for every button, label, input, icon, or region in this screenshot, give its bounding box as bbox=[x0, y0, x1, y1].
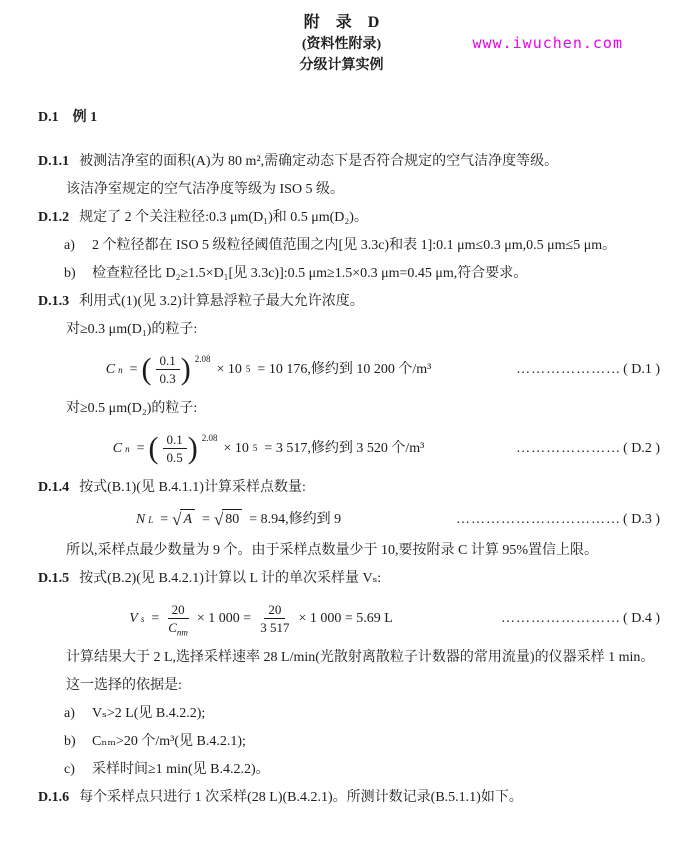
paragraph-particle-03: 对≥0.3 μm(D₁)的粒子: bbox=[66, 322, 198, 337]
fraction-numerator: 0.1 bbox=[163, 432, 187, 449]
list-text: 采样时间≥1 min(见 B.4.2.2)。 bbox=[92, 762, 270, 777]
fraction-denominator: 0.3 bbox=[159, 371, 176, 386]
fraction bbox=[156, 353, 180, 386]
left-paren: ( bbox=[141, 352, 152, 386]
formula-d1 bbox=[0, 353, 683, 386]
clause-text: 规定了 2 个关注粒径:0.3 μm(D₁)和 0.5 μm(D₂)。 bbox=[79, 210, 368, 225]
fraction bbox=[256, 602, 293, 635]
math-exponent: 2.08 bbox=[201, 432, 218, 443]
list-label: b) bbox=[64, 266, 76, 281]
clause-number: D.1.5 bbox=[38, 571, 70, 586]
appendix-subtitle: (资料性附录) bbox=[301, 37, 382, 52]
section-title: 例 1 bbox=[72, 110, 98, 125]
fraction-denominator: 3 517 bbox=[260, 620, 290, 635]
math-variable: N bbox=[135, 511, 146, 527]
math-variable: C bbox=[168, 620, 177, 635]
clause-number: D.1.6 bbox=[38, 790, 70, 805]
fraction-numerator: 20 bbox=[168, 602, 189, 619]
list-text: 检查粒径比 D₂≥1.5×D₁[见 3.3c)]:0.5 μm≥1.5×0.3 μm=0.45 μm,符合要求。 bbox=[92, 266, 528, 281]
paragraph-basis-intro: 这一选择的依据是: bbox=[66, 678, 182, 693]
left-paren: ( bbox=[148, 431, 159, 465]
radicand: A bbox=[180, 509, 195, 530]
paragraph-calc-result: 计算结果大于 2 L,选择采样速率 28 L/min(光散射离散粒子计数器的常用流量)的仪器采样 1 min。 bbox=[66, 650, 655, 665]
clause-text: 按式(B.2)(见 B.4.2.1)计算以 L 计的单次采样量 Vₛ: bbox=[79, 571, 382, 586]
paragraph-d111-continued: 该洁净室规定的空气洁净度等级为 ISO 5 级。 bbox=[66, 182, 345, 197]
clause-number: D.1.2 bbox=[38, 210, 70, 225]
math-operator: = bbox=[160, 511, 169, 527]
list-item-basis-a bbox=[0, 700, 683, 728]
paragraph-d111 bbox=[0, 148, 683, 176]
radicand: 80 bbox=[222, 509, 242, 530]
list-item-b bbox=[0, 260, 683, 288]
clause-text: 被测洁净室的面积(A)为 80 m²,需确定动态下是否符合规定的空气洁净度等级。 bbox=[79, 154, 559, 169]
clause-text: 利用式(1)(见 3.2)计算悬浮粒子最大允许浓度。 bbox=[79, 294, 364, 309]
math-operator: = bbox=[202, 511, 210, 527]
list-label: a) bbox=[64, 706, 75, 721]
clause-text: 每个采样点只进行 1 次采样(28 L)(B.4.2.1)。所测计数记录(B.5.1.1)如下。 bbox=[79, 790, 523, 805]
paragraph-d114 bbox=[0, 474, 683, 502]
math-variable: V bbox=[129, 610, 138, 626]
equation-body: N L = √ A = √ 80 = 8.94,修约到 9 bbox=[135, 509, 342, 529]
math-subscript: nm bbox=[176, 627, 188, 638]
math-operator: × 10 bbox=[223, 440, 249, 456]
equation-result: = 3 517,修约到 3 520 个/m³ bbox=[264, 440, 425, 456]
fraction-numerator: 0.1 bbox=[156, 353, 180, 370]
list-item-a bbox=[0, 232, 683, 260]
equation-number: ( D.4 ) bbox=[623, 610, 660, 626]
clause-number: D.1.1 bbox=[38, 154, 70, 169]
equation-body: C n = ( $\frac{0.1}{0.3}$ ) $^{2.08}$ × 10 $^5$ = 10 176,修约到 10 200 个/m³ bbox=[106, 353, 435, 386]
math-operator: × 1 000 = bbox=[196, 610, 252, 626]
formula-d3 bbox=[0, 509, 683, 530]
right-paren: ) bbox=[187, 431, 198, 465]
fraction-numerator: 20 bbox=[264, 602, 285, 619]
equation-body: V s = $\frac{20}{C_{nm}}$ × 1 000 = $\frac{20}{3 517}$ × 1 000 = 5.69 L bbox=[129, 602, 393, 638]
math-operator: × 10 bbox=[216, 361, 242, 377]
leader-dots: …………………………… bbox=[456, 511, 622, 527]
formula-d4 bbox=[0, 602, 683, 638]
formula-d2 bbox=[0, 432, 683, 465]
list-item-basis-b bbox=[0, 728, 683, 756]
clause-number: D.1.3 bbox=[38, 294, 70, 309]
fraction-denominator bbox=[164, 619, 192, 638]
paragraph-d113 bbox=[0, 288, 683, 316]
right-paren: ) bbox=[180, 352, 191, 386]
equation-result: = 10 176,修约到 10 200 个/m³ bbox=[257, 361, 432, 377]
math-exponent: 5 bbox=[252, 442, 258, 453]
fraction-denominator: 0.5 bbox=[166, 450, 183, 465]
appendix-title: 附 录 D bbox=[303, 14, 380, 31]
fraction bbox=[163, 432, 187, 465]
list-item-basis-c bbox=[0, 756, 683, 784]
radical-sign: √ bbox=[172, 509, 182, 529]
clause-text: 按式(B.1)(见 B.4.1.1)计算采样点数量: bbox=[79, 480, 306, 495]
list-text: Vₛ>2 L(见 B.4.2.2); bbox=[92, 706, 206, 721]
equation-body: C n = ( $\frac{0.1}{0.5}$ ) $^{2.08}$ × 10 $^5$ = 3 517,修约到 3 520 个/m³ bbox=[113, 432, 428, 465]
watermark-link[interactable]: www.iwuchen.com bbox=[472, 34, 623, 52]
clause-number: D.1.4 bbox=[38, 480, 70, 495]
list-text: 2 个粒径都在 ISO 5 级粒径阈值范围之内[见 3.3c)和表 1]:0.1 μm≤0.3 μm,0.5 μm≤5 μm。 bbox=[92, 238, 617, 253]
math-exponent: 5 bbox=[245, 363, 251, 374]
equation-number: ( D.2 ) bbox=[623, 440, 660, 456]
math-operator: = bbox=[151, 610, 160, 626]
paragraph-d112 bbox=[0, 204, 683, 232]
paragraph-d115 bbox=[0, 565, 683, 593]
section-number: D.1 bbox=[38, 110, 59, 125]
math-variable: C bbox=[112, 440, 123, 456]
appendix-doc-title: 分级计算实例 bbox=[299, 58, 384, 73]
math-operator: = bbox=[136, 440, 145, 456]
leader-dots: ………………… bbox=[516, 440, 622, 456]
equation-number: ( D.1 ) bbox=[623, 361, 660, 377]
leader-dots: …………………… bbox=[501, 610, 622, 626]
paragraph-d116 bbox=[0, 784, 683, 812]
list-label: b) bbox=[64, 734, 76, 749]
radical-sign: √ bbox=[213, 509, 224, 529]
paragraph-particle-05: 对≥0.5 μm(D₂)的粒子: bbox=[66, 401, 198, 416]
equation-result: = 8.94,修约到 9 bbox=[249, 511, 342, 527]
math-exponent: 2.08 bbox=[194, 353, 211, 364]
math-operator: = bbox=[129, 361, 138, 377]
equation-result: × 1 000 = 5.69 L bbox=[298, 610, 393, 626]
section-heading bbox=[0, 76, 683, 134]
leader-dots: ………………… bbox=[516, 361, 622, 377]
list-text: Cₙₘ>20 个/m³(见 B.4.2.1); bbox=[92, 734, 246, 749]
math-variable: C bbox=[105, 361, 116, 377]
list-label: c) bbox=[64, 762, 75, 777]
equation-number: ( D.3 ) bbox=[623, 511, 660, 527]
list-label: a) bbox=[64, 238, 75, 253]
fraction bbox=[164, 602, 192, 638]
paragraph-conclusion: 所以,采样点最少数量为 9 个。由于采样点数量少于 10,要按附录 C 计算 95%置信上限。 bbox=[66, 543, 598, 558]
